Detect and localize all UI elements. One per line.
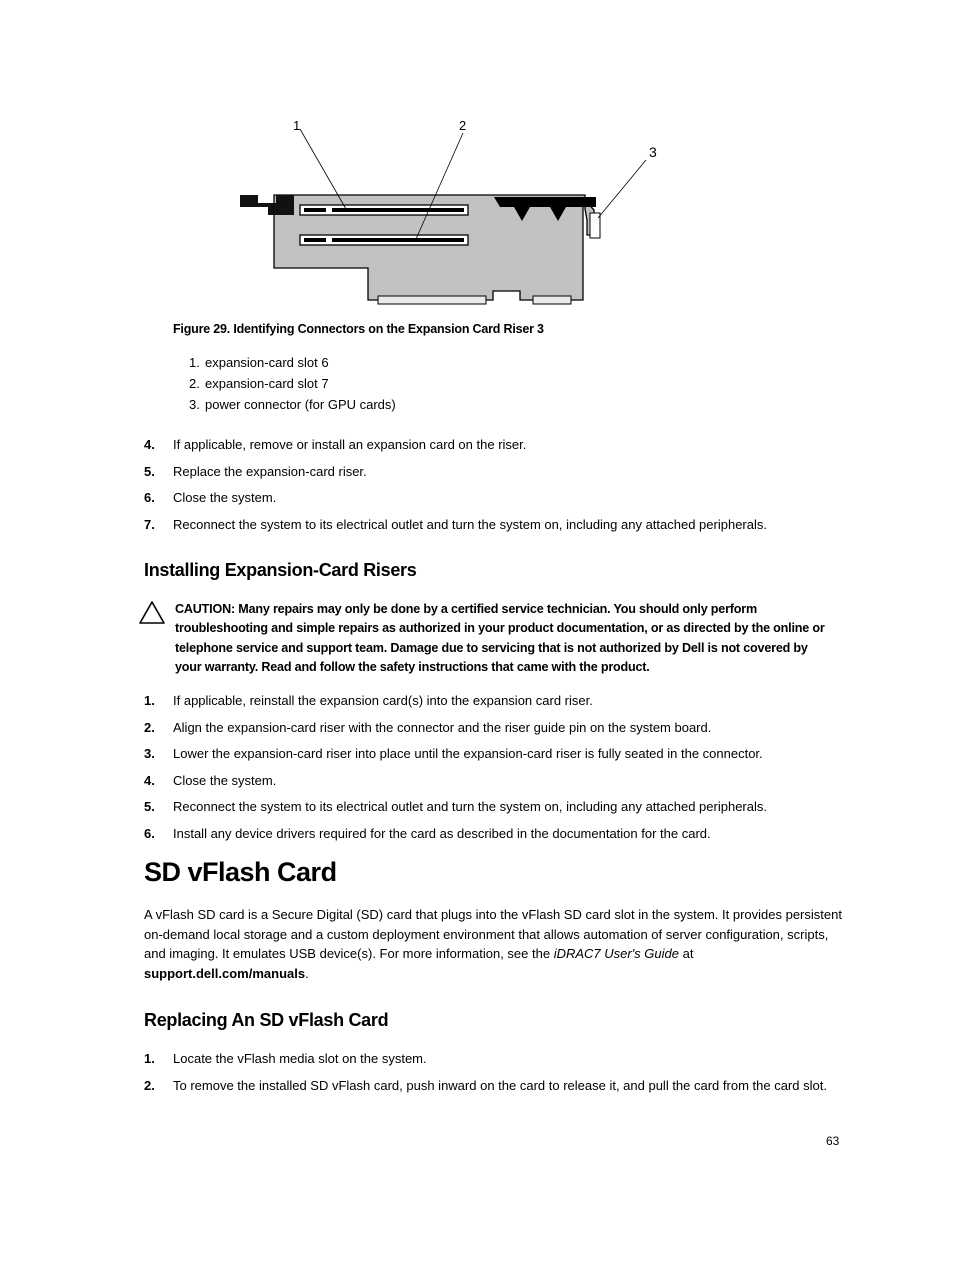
step-number: 2. bbox=[144, 719, 155, 735]
sd-vflash-description bbox=[144, 905, 842, 983]
step-number: 7. bbox=[144, 516, 155, 532]
step-number: 5. bbox=[144, 463, 155, 479]
legend-text: expansion-card slot 7 bbox=[205, 376, 329, 391]
step-number: 1. bbox=[144, 1051, 155, 1066]
support-link[interactable]: support.dell.com/manuals bbox=[144, 965, 306, 981]
step-text: If applicable, remove or install an expansion card on the riser. bbox=[173, 437, 527, 452]
step-text: To remove the installed SD vFlash card, push inward on the card to release it, and pull the card from the card slot. bbox=[173, 1077, 827, 1093]
step-number: 3. bbox=[144, 746, 155, 762]
slot-7-key bbox=[304, 238, 326, 242]
edge-connector-left bbox=[378, 296, 486, 304]
riser-board-illustration bbox=[238, 115, 668, 310]
legend-text: expansion-card slot 6 bbox=[205, 355, 329, 370]
step-item bbox=[144, 1077, 844, 1104]
step-number: 6. bbox=[144, 825, 155, 841]
step-item bbox=[144, 489, 844, 516]
step-number: 6. bbox=[144, 490, 155, 506]
warning-triangle-icon bbox=[138, 600, 166, 626]
step-item bbox=[144, 463, 844, 490]
step-item bbox=[144, 745, 844, 772]
section-heading-installing: Installing Expansion-Card Risers bbox=[144, 560, 417, 580]
figure-legend bbox=[189, 354, 396, 417]
step-text: Align the expansion-card riser with the connector and the riser guide pin on the system board. bbox=[173, 719, 712, 735]
legend-item bbox=[189, 396, 396, 417]
installing-steps bbox=[144, 692, 844, 852]
legend-number: 3. bbox=[189, 397, 200, 412]
step-number: 1. bbox=[144, 693, 155, 708]
para-text: A vFlash SD card is a Secure Digital (SD) card that plugs into the vFlash SD card slot in the system. It provides persistent on-demand local storage and a custom deployment environment that allows automation of server configuration, scripts, and imaging. It emulates USB device(s). For more information, see the bbox=[144, 907, 842, 961]
section-heading-replacing: Replacing An SD vFlash Card bbox=[144, 1010, 389, 1030]
caution-notice bbox=[138, 600, 838, 680]
step-text: Replace the expansion-card riser. bbox=[173, 463, 367, 479]
step-number: 2. bbox=[144, 1077, 155, 1093]
slot-6-pins bbox=[332, 208, 464, 212]
callout-line-3 bbox=[598, 160, 646, 218]
power-connector bbox=[590, 213, 600, 238]
step-item bbox=[144, 772, 844, 799]
step-item bbox=[144, 1050, 844, 1077]
step-text: Reconnect the system to its electrical outlet and turn the system on, including any attached peripherals. bbox=[173, 516, 767, 532]
figure-caption: Figure 29. Identifying Connectors on the Expansion Card Riser 3 bbox=[173, 322, 544, 336]
slot-6-key bbox=[304, 208, 326, 212]
step-text: Install any device drivers required for the card as described in the documentation for the card. bbox=[173, 825, 711, 841]
section-heading-sd-vflash: SD vFlash Card bbox=[144, 857, 337, 887]
step-text: Locate the vFlash media slot on the system. bbox=[173, 1051, 427, 1066]
callout-1: 1 bbox=[293, 118, 301, 133]
step-item bbox=[144, 436, 844, 463]
step-item bbox=[144, 719, 844, 746]
para-text: at bbox=[678, 946, 694, 961]
bracket bbox=[240, 195, 294, 215]
step-text: Reconnect the system to its electrical outlet and turn the system on, including any attached peripherals. bbox=[173, 799, 767, 815]
para-text: . bbox=[305, 965, 309, 981]
replacing-steps bbox=[144, 1050, 844, 1103]
removal-steps-continued bbox=[144, 436, 844, 542]
step-text: Lower the expansion-card riser into place until the expansion-card riser is fully seated in the connector. bbox=[173, 746, 763, 762]
legend-number: 2. bbox=[189, 376, 200, 391]
step-item bbox=[144, 825, 844, 852]
legend-item bbox=[189, 354, 396, 375]
caution-text: CAUTION: Many repairs may only be done by a certified service technician. You should only perform troubleshooting and simple repairs as authorized in your product documentation, or as directed by the online or telephone service and support team. Damage due to servicing that is not authorized by Dell is not covered by your warranty. Read and follow the safety instructions that came with the product. bbox=[175, 602, 825, 674]
legend-item bbox=[189, 375, 396, 396]
callout-2: 2 bbox=[459, 118, 467, 133]
step-text: Close the system. bbox=[173, 490, 277, 506]
step-item bbox=[144, 516, 844, 543]
step-number: 4. bbox=[144, 772, 155, 788]
step-item bbox=[144, 798, 844, 825]
riser-3-diagram bbox=[238, 115, 668, 310]
step-number: 4. bbox=[144, 437, 155, 452]
callout-3: 3 bbox=[649, 144, 657, 160]
legend-number: 1. bbox=[189, 355, 200, 370]
page-number: 63 bbox=[826, 1134, 840, 1148]
legend-text: power connector (for GPU cards) bbox=[205, 397, 396, 412]
slot-7-pins bbox=[332, 238, 464, 242]
step-text: Close the system. bbox=[173, 772, 277, 788]
guide-title: iDRAC7 User's Guide bbox=[553, 946, 679, 961]
edge-connector-right bbox=[533, 296, 571, 304]
step-item bbox=[144, 692, 844, 719]
step-number: 5. bbox=[144, 799, 155, 815]
step-text: If applicable, reinstall the expansion card(s) into the expansion card riser. bbox=[173, 693, 593, 708]
